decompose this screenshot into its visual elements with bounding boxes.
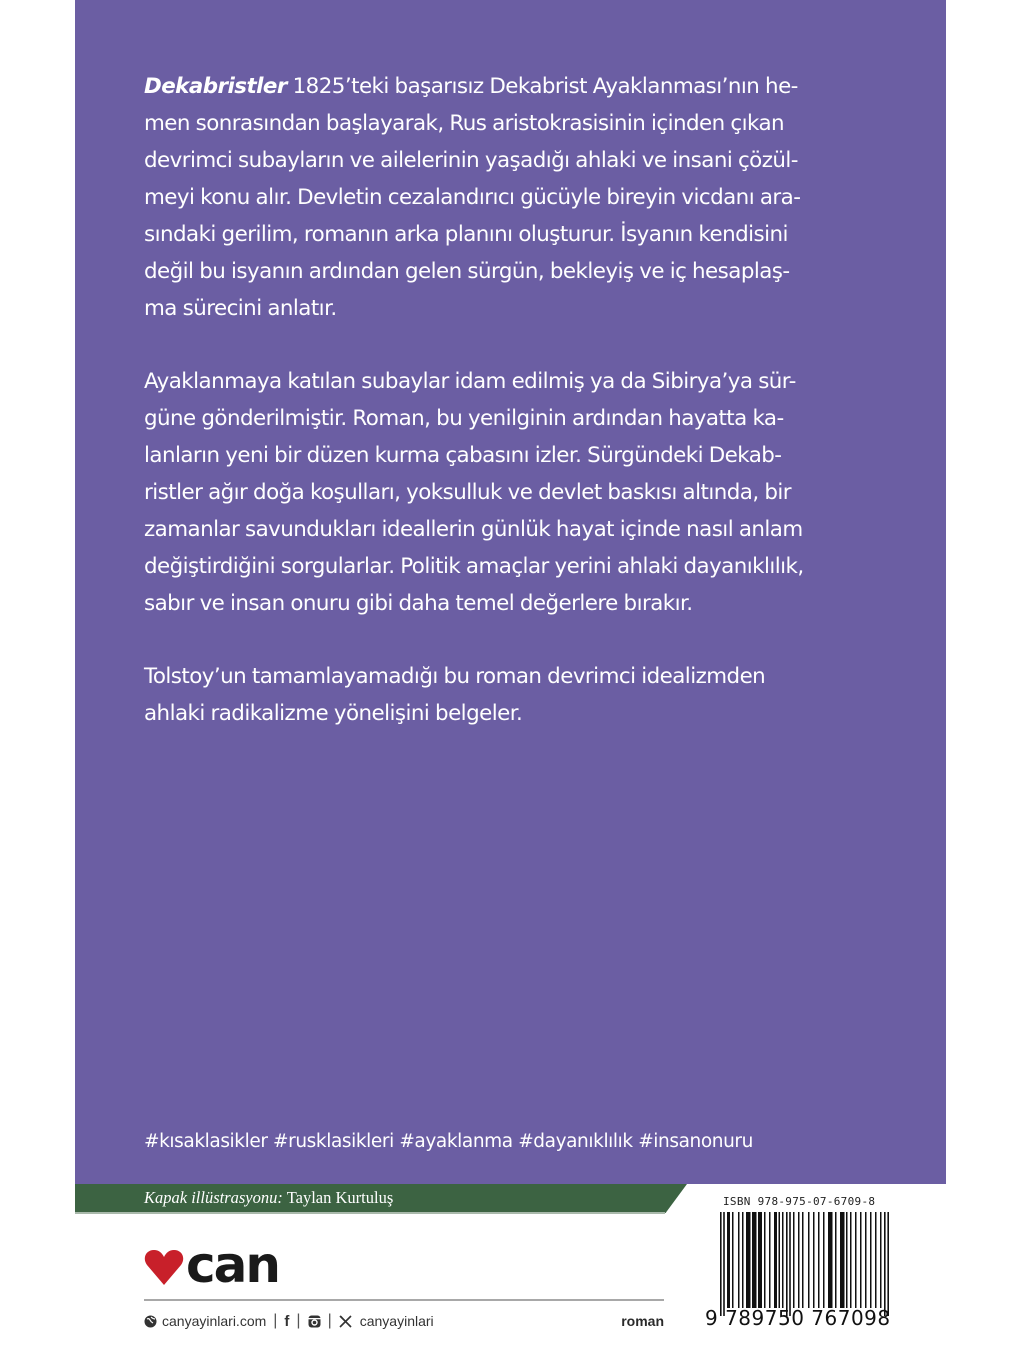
blurb-line: sabır ve insan onuru gibi daha temel değerlere bırakır. (144, 591, 693, 616)
instagram-icon[interactable] (308, 1315, 321, 1328)
blurb-line: men sonrasından başlayarak, Rus aristokrasisinin içinden çıkan (144, 111, 785, 136)
blurb-line: güne gönderilmiştir. Roman, bu yenilginin ardından hayatta ka- (144, 406, 784, 431)
credit-band-shadow (75, 1212, 665, 1214)
blurb-line: Ayaklanmaya katılan subaylar idam edilmiş ya da Sibirya’ya sür- (144, 369, 796, 394)
heart-icon (144, 1250, 184, 1286)
blurb-line: ahlaki radikalizme yönelişini belgeler. (144, 701, 523, 726)
blurb-line: Tolstoy’un tamamlayamadığı bu roman devrimci idealizmden (144, 664, 766, 689)
publisher-logo (144, 1236, 279, 1294)
ean-digits: 9 789750 767098 (705, 1306, 891, 1330)
website-link[interactable]: canyayinlari.com (162, 1313, 267, 1329)
social-handle[interactable]: canyayinlari (359, 1313, 434, 1329)
blurb-line: ma sürecini anlatır. (144, 296, 337, 321)
separator: | (296, 1312, 301, 1329)
blurb-line: sındaki gerilim, romanın arka planını oluşturur. İsyanın kendisini (144, 222, 788, 247)
blurb-paragraph-2 (144, 363, 856, 622)
blurb-line: zamanlar savundukları ideallerin günlük hayat içinde nasıl anlam (144, 517, 803, 542)
blurb-line: devrimci subayların ve ailelerinin yaşadığı ahlaki ve insani çözül- (144, 148, 798, 173)
blurb-paragraph-3 (144, 658, 856, 732)
credit-label: Kapak illüstrasyonu: (144, 1188, 283, 1207)
blurb-line: meyi konu alır. Devletin cezalandırıcı gücüyle bireyin vicdanı ara- (144, 185, 801, 210)
illustrator-name: Taylan Kurtuluş (282, 1188, 394, 1207)
blurb-line: değil bu isyanın ardından gelen sürgün, bekleyiş ve iç hesaplaş- (144, 259, 790, 284)
x-icon[interactable] (339, 1315, 352, 1328)
facebook-icon[interactable]: f (284, 1312, 290, 1330)
barcode (720, 1212, 890, 1316)
blurb-paragraph-1 (144, 68, 856, 327)
genre-label: roman (621, 1313, 664, 1329)
illustrator-credit (144, 1188, 393, 1208)
hashtags: #kısaklasikler #rusklasikleri #ayaklanma #dayanıklılık #insanonuru (144, 1131, 753, 1152)
separator: | (273, 1312, 278, 1329)
globe-icon (144, 1315, 157, 1328)
logo-wordmark: can (186, 1236, 279, 1294)
separator: | (327, 1312, 332, 1329)
blurb-line: ristler ağır doğa koşulları, yoksulluk ve devlet baskısı altında, bir (144, 480, 791, 505)
publisher-links (144, 1311, 664, 1331)
isbn-label: ISBN 978-975-07-6709-8 (723, 1195, 876, 1208)
book-title-emphasis: Dekabristler (144, 74, 287, 99)
blurb-line: değiştirdiğini sorgularlar. Politik amaçlar yerini ahlaki dayanıklılık, (144, 554, 804, 579)
blurb-text (144, 68, 856, 768)
divider (144, 1299, 664, 1301)
blurb-line: Dekabristler 1825’teki başarısız Dekabrist Ayaklanması’nın he- (144, 74, 798, 99)
blurb-line: lanların yeni bir düzen kurma çabasını izler. Sürgündeki Dekab- (144, 443, 782, 468)
